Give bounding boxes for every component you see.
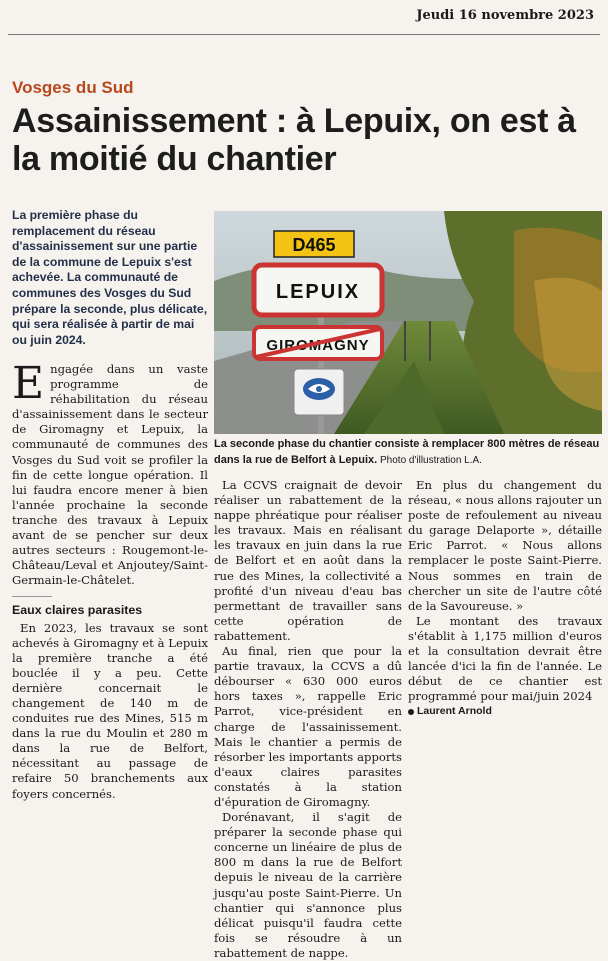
subhead-rule xyxy=(12,596,52,597)
sign-town-name: LEPUIX xyxy=(275,281,361,303)
drop-cap: E xyxy=(12,358,45,409)
top-rule xyxy=(8,34,600,35)
article-lead: La première phase du remplacement du réseau d'assainissement sur une partie de la commune de Lepuix s'est achevée. La communauté de communes des Vosges du Sud prépare la seconde, plus délicate, qui sera réalisée à partir de mai ou juin 2024. xyxy=(12,208,208,347)
publication-date: Jeudi 16 novembre 2023 xyxy=(416,8,594,23)
road-sign-photo xyxy=(214,211,602,434)
section-subhead: Eaux claires parasites xyxy=(12,603,143,618)
body-column-3 xyxy=(408,478,602,720)
byline-bullet-icon xyxy=(408,709,414,715)
paragraph-text: ngagée dans un vaste programme de réhabilitation du réseau d'assainissement dans le secteur de Giromagny et Lepuix, la communauté de communes des Vosges du Sud voit se profiler la fin de cette longue opération. Il lui faudra encore mener à bien l'année prochaine la seconde tranche des travaux à Lepuix avant de se pencher sur deux autres secteurs : Rougemont-le-Château/Leval et Anjoutey/Saint-Germain-le-Châtelet. xyxy=(12,362,208,588)
sign-next-town: GIROMAGNY xyxy=(266,337,370,354)
body-paragraph: Au final, rien que pour la partie travaux, la CCVS a dû débourser « 630 000 euros hors taxes », rappelle Eric Parrot, vice-président en charge de l'assainissement. Mais le chantier a permis de résorber les importants apports d'eaux claires parasites constatés à la station d'épuration de Giromagny. xyxy=(214,644,402,809)
article-byline xyxy=(408,704,602,719)
article-headline: Assainissement : à Lepuix, on est à la moitié du chantier xyxy=(12,102,576,178)
caption-text: La seconde phase du chantier consiste à remplacer 800 mètres de réseau dans la rue de Belfort à Lepuix. xyxy=(214,438,600,466)
photo-credit: Photo d'illustration L.A. xyxy=(377,455,482,466)
article-photo xyxy=(214,211,602,434)
body-paragraph xyxy=(12,358,208,588)
author-name: Laurent Arnold xyxy=(417,705,492,718)
section-kicker: Vosges du Sud xyxy=(12,78,134,97)
body-column-2 xyxy=(214,478,402,961)
body-paragraph: En plus du changement du réseau, « nous allons rajouter un poste de refoulement au niveau du garage Delaporte », détaille Eric Parrot. « Nous allons remplacer le poste Saint-Pierre. Nous sommes en train de chercher un site de l'autre côté de la Savoureuse. » xyxy=(408,478,602,613)
body-paragraph: La CCVS craignait de devoir réaliser un rabattement de la nappe phréatique pour réaliser les travaux. Mais en réalisant les travaux en juin dans la rue de Belfort et en août dans la rue des Mines, la collectivité a profité d'un niveau d'eau bas permettant de travailler sans cette opération de rabattement. xyxy=(214,478,402,643)
sign-route-number: D465 xyxy=(292,235,336,255)
body-paragraph: Dorénavant, il s'agit de préparer la seconde phase qui concerne un linéaire de plus de 800 m dans la rue de Belfort depuis le niveau de la carrière jusqu'au poste Saint-Pierre. Un chantier qui s'annonce plus délicat puisqu'il faudra cette fois se résoudre à un rabattement de nappe. xyxy=(214,810,402,960)
body-paragraph: En 2023, les travaux se sont achevés à Giromagny et à Lepuix la première tranche a été bouclée il y a peu. Cette dernière concernait le changement de 140 m de conduites rue des Mines, 515 m dans la rue du Moulin et 280 m dans la rue de Belfort, nécessitant au passage de refaire 50 branchements aux foyers concernés. xyxy=(12,620,208,801)
body-column-1 xyxy=(12,358,208,802)
photo-caption xyxy=(214,436,602,468)
body-paragraph: Le montant des travaux s'établit à 1,175 million d'euros et la consultation devrait être lancée d'ici la fin de l'année. Le début de ce chantier est programmé pour mai/juin 2024 xyxy=(408,613,602,704)
